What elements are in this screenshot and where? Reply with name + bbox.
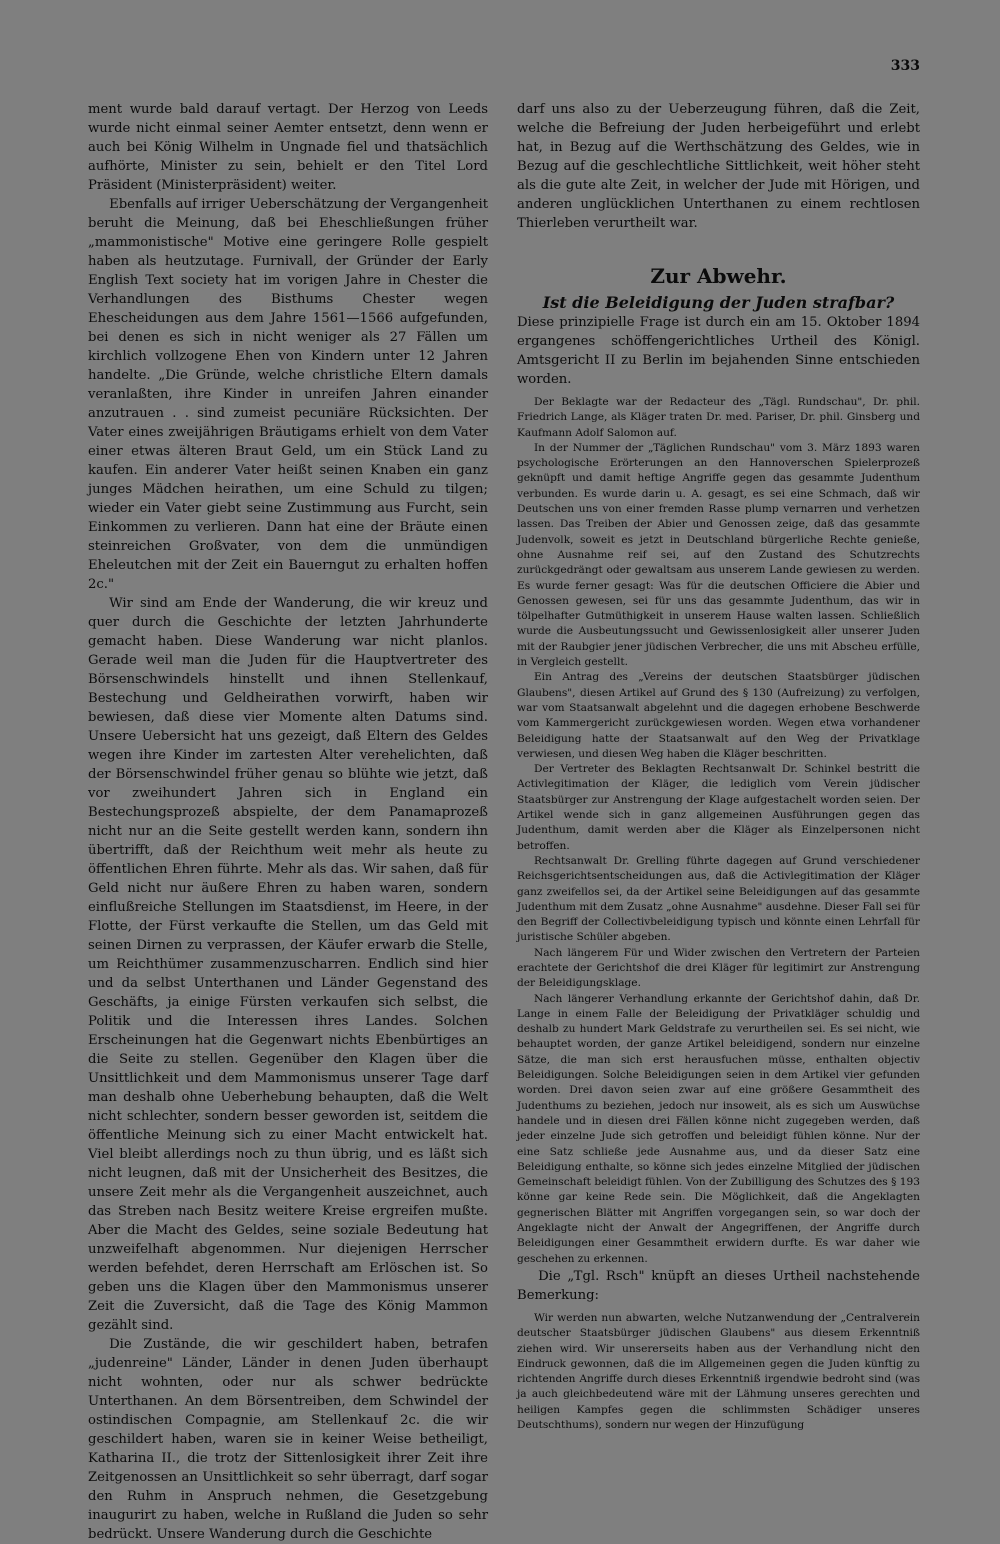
- report-paragraph-7: Nach längerer Verhandlung erkannte der Gerichtshof dahin, daß Dr. Lange in einem Falle der Beleidigung der Privatkläger schuldig und deshalb zu hundert Mark Geldstrafe zu verurtheilen sei. Es sei nicht, wie behauptet worden, der ganze Artikel beleidigend, sondern nur einzelne Sätze, die man sich erst herausfuchen müsse, enthalten objectiv Beleidigungen. Solche Beleidigungen seien in dem Artikel vier gefunden worden. Drei davon seien zwar auf eine größere Gesammtheit des Judenthums zu beziehen, jedoch nur insoweit, als es sich um Auswüchse handele und in diesen drei Fällen könne nicht zugegeben werden, daß jeder einzelne Jude sich getroffen und beleidigt fühlen könne. Nur der eine Satz schließe jede Ausnahme aus, und da dieser Satz eine Beleidigung enthalte, so könne sich jedes einzelne Mitglied der jüdischen Gemeinschaft beleidigt fühlen. Von der Zubilligung des Schutzes des § 193 könne gar keine Rede sein. Die Möglichkeit, daß die Angeklagten gegnerischen Blätter mit Angriffen vorgegangen sein, so war doch der Angeklagte nicht der Anwalt der Angegriffenen, der Angriffe durch Beleidigungen einer Gesammtheit erwidern durfte. Es war daher wie geschehen zu erkennen.: [517, 992, 920, 1265]
- report-paragraph-4: Der Vertreter des Beklagten Rechtsanwalt Dr. Schinkel bestritt die Activlegitimation der Kläger, die lediglich vom Verein jüdischer Staatsbürger zur Anstrengung der Klage aufgestachelt worden seien. Der Artikel wende sich in ganz allgemeinen Ausführungen gegen das Judenthum, damit werden aber die Kläger als Einzelpersonen nicht betroffen.: [517, 763, 920, 852]
- report-paragraph-2: In der Nummer der „Täglichen Rundschau" vom 3. März 1893 waren psychologische Erörterungen an den Hannoverschen Spielerprozeß geknüpft und damit heftige Angriffe gegen das gesammte Judenthum verbunden. Es wurde darin u. A. gesagt, es sei eine Schmach, daß wir Deutschen uns von einer fremden Rasse plump vernarren und verhetzen lassen. Das Treiben der Abier und Genossen zeige, daß das gesammte Judenvolk, soweit es jetzt in Deutschland bürgerliche Rechte genieße, ohne Ausnahme reif sei, auf den Zustand des Schutzrechts zurückgedrängt oder gewaltsam aus unserem Lande gewiesen zu werden. Es wurde ferner gesagt: Was für die deutschen Officiere die Abier und Genossen gewesen, sei für uns das gesammte Judenthum, das wir in tölpelhafter Gutmüthigkeit in unserem Hause walten lassen. Schließlich wurde die Ausbeutungssucht und Gewissenlosigkeit aller unserer Juden mit der Raubgier jener jüdischen Verbrecher, die uns mit Abscheu erfülle, in Vergleich gestellt.: [517, 441, 920, 669]
- left-column: [88, 100, 488, 1544]
- left-paragraph-4: Die Zustände, die wir geschildert haben, betrafen „judenreine" Länder, Länder in denen Juden überhaupt nicht wohnten, oder nur als schwer bedrückte Unterthanen. An dem Börsentreiben, dem Schwindel der ostindischen Compagnie, am Stellenkauf 2c. die wir geschildert haben, waren sie in keiner Weise betheiligt, Katharina II., die trotz der Sittenlosigkeit ihrer Zeit ihre Zeitgenossen an Unsittlichkeit so sehr überragt, darf sogar den Ruhm in Anspruch nehmen, die Gesetzgebung inaugurirt zu haben, welche in Rußland die Juden so sehr bedrückt. Unsere Wanderung durch die Geschichte: [88, 1337, 488, 1542]
- page-number: 333: [890, 58, 920, 74]
- report-paragraph-3: Ein Antrag des „Vereins der deutschen Staatsbürger jüdischen Glaubens", diesen Artikel auf Grund des § 130 (Aufreizung) zu verfolgen, war vom Staatsanwalt abgelehnt und die dagegen erhobene Beschwerde vom Kammergericht zurückgewiesen worden. Wegen etwa vorhandener Beleidigung hatte der Staatsanwalt auf den Weg der Privatklage verwiesen, und diesen Weg haben die Kläger beschritten.: [517, 671, 920, 760]
- left-paragraph-1: ment wurde bald darauf vertagt. Der Herzog von Leeds wurde nicht einmal seiner Aemter entsetzt, denn wenn er auch bei König Wilhelm in Ungnade fiel und thatsächlich aufhörte, Minister zu sein, behielt er den Titel Lord Präsident (Ministerpräsident) weiter.: [88, 102, 488, 193]
- left-paragraph-3: Wir sind am Ende der Wanderung, die wir kreuz und quer durch die Geschichte der letzten Jahrhunderte gemacht haben. Diese Wanderung war nicht planlos. Gerade weil man die Juden für die Hauptvertreter des Börsenschwindels hinstellt und ihnen Stellenkauf, Bestechung und Geldheirathen vorwirft, haben wir bewiesen, daß diese vier Momente alten Datums sind. Unsere Uebersicht hat uns gezeigt, daß Eltern des Geldes wegen ihre Kinder im zartesten Alter verehelichten, daß der Börsenschwindel früher genau so blühte wie jetzt, daß vor zweihundert Jahren sich in England ein Bestechungsprozeß abspielte, der dem Panamaprozeß nicht nur an die Seite gestellt werden kann, sondern ihn übertrifft, daß der Reichthum weit mehr als heute zu öffentlichen Ehren führte. Mehr als das. Wir sahen, daß für Geld nicht nur äußere Ehren zu haben waren, sondern einflußreiche Stellungen im Staatsdienst, im Heere, in der Flotte, der Fürst verkaufte die Stellen, um das Geld mit seinen Dirnen zu verprassen, der Käufer erwarb die Stelle, um Reichthümer zusammenzuscharren. Endlich sind hier und da selbst Unterthanen und Länder Gegenstand des Geschäfts, ja einige Fürsten verkaufen sich selbst, die Politik und die Interessen ihres Landes. Solchen Erscheinungen hat die Gegenwart nichts Ebenbürtiges an die Seite zu stellen. Gegenüber den Klagen über die Unsittlichkeit und dem Mammonismus unserer Tage darf man deshalb ohne Ueberhebung behaupten, daß die Welt nicht schlechter, sondern besser geworden ist, seitdem die öffentliche Meinung sich zu einer Macht entwickelt hat. Viel bleibt allerdings noch zu thun übrig, und es läßt sich nicht leugnen, daß mit der Unsicherheit des Besitzes, die unsere Zeit mehr als die Vergangenheit auszeichnet, auch das Streben nach Besitz weitere Kreise ergreifen mußte. Aber die Macht des Geldes, seine soziale Bedeutung hat unzweifelhaft abgenommen. Nur diejenigen Herrscher werden befehdet, deren Herrschaft am Erlöschen ist. So geben uns die Klagen über den Mammonismus unserer Zeit die Zuversicht, daß die Tage des König Mammon gezählt sind.: [88, 596, 488, 1333]
- section-subtitle: Ist die Beleidigung der Juden strafbar?: [542, 293, 895, 312]
- report-paragraph-1: Der Beklagte war der Redacteur des „Tägl. Rundschau", Dr. phil. Friedrich Lange, als Kläger traten Dr. med. Pariser, Dr. phil. Ginsberg und Kaufmann Adolf Salomon auf.: [517, 396, 920, 439]
- section-title: Zur Abwehr.: [650, 264, 787, 288]
- comment-intro: Die „Tgl. Rsch" knüpft an dieses Urtheil nachstehende Bemerkung:: [517, 1268, 920, 1303]
- report-paragraph-6: Nach längerem Für und Wider zwischen den Vertretern der Parteien erachtete der Gerichtshof die drei Kläger für legitimirt zur Anstrengung der Beleidigungsklage.: [517, 946, 920, 990]
- right-intro-paragraph: darf uns also zu der Ueberzeugung führen, daß die Zeit, welche die Befreiung der Juden herbeigeführt und erlebt hat, in Bezug auf die Werthschätzung des Geldes, wie in Bezug auf die geschlechtliche Sittlichkeit, weit höher steht als die gute alte Zeit, in welcher der Jude mit Hörigen, und anderen unglücklichen Unterthanen zu einem rechtlosen Thierleben verurtheilt war.: [517, 102, 920, 231]
- closing-paragraph: Wir werden nun abwarten, welche Nutzanwendung der „Centralverein deutscher Staatsbürger jüdischen Glaubens" aus diesem Erkenntniß ziehen wird. Wir unsererseits haben aus der Verhandlung nicht den Eindruck gewonnen, daß die im Allgemeinen gegen die Juden künftig zu richtenden Angriffe durch dieses Erkenntniß irgendwie bedroht sind (was ja auch gleichbedeutend wäre mit der Lähmung unseres gerechten und heiligen Kampfes gegen die schlimmsten Schädiger unseres Deutschthums), sondern nur wegen der Hinzufügung: [517, 1311, 920, 1431]
- lead-paragraph: Diese prinzipielle Frage ist durch ein am 15. Oktober 1894 ergangenes schöffengerichtliches Urtheil des Königl. Amtsgericht II zu Berlin im bejahenden Sinne entschieden worden.: [517, 315, 920, 387]
- right-column: [517, 100, 920, 1433]
- left-paragraph-2: Ebenfalls auf irriger Ueberschätzung der Vergangenheit beruht die Meinung, daß bei Eheschließungen früher „mammonistische" Motive eine geringere Rolle gespielt haben als heutzutage. Furnivall, der Gründer der Early English Text society hat im vorigen Jahre in Chester die Verhandlungen des Bisthums Chester wegen Ehescheidungen aus dem Jahre 1561—1566 aufgefunden, bei denen es sich in nicht weniger als 27 Fällen um kirchlich vollzogene Ehen von Kindern unter 12 Jahren handelte. „Die Gründe, welche christliche Eltern damals veranlaßten, ihre Kinder in unreifen Jahren einander anzutrauen . . sind zumeist pecuniäre Rücksichten. Der Vater eines zweijährigen Bräutigams erhielt von dem Vater einer etwas älteren Braut Geld, um ein Stück Land zu kaufen. Ein anderer Vater heißt seinen Knaben ein ganz junges Mädchen heirathen, um eine Schuld zu tilgen; wieder ein Vater giebt seine Zustimmung aus Furcht, sein Einkommen zu verlieren. Dann hat eine der Bräute einen steinreichen Großvater, von dem die unmündigen Eheleutchen mit der Zeit ein Bauerngut zu erhalten hoffen 2c.": [88, 197, 488, 592]
- court-report: [517, 395, 920, 1267]
- closing-quote: [517, 1311, 920, 1433]
- report-paragraph-5: Rechtsanwalt Dr. Grelling führte dagegen auf Grund verschiedener Reichsgerichtsentscheidungen aus, daß die Activlegitimation der Kläger ganz zweifellos sei, da der Artikel seine Beleidigungen auf das gesammte Judenthum mit dem Zusatz „ohne Ausnahme" ausdehne. Dieser Fall sei für den Begriff der Collectivbeleidigung typisch und könnte einen Lehrfall für juristische Schüler abgeben.: [517, 854, 920, 944]
